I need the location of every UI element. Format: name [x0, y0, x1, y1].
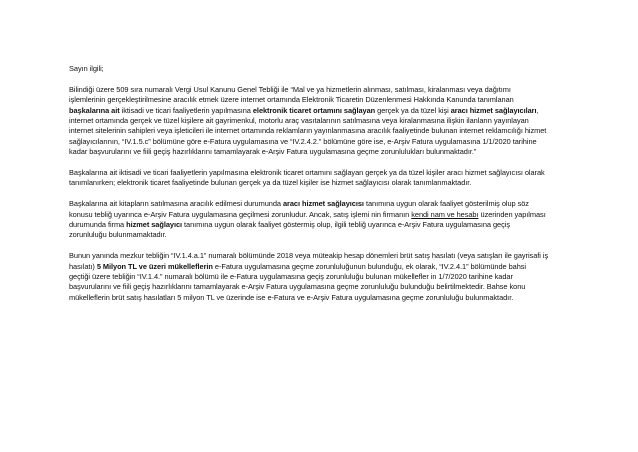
paragraph-3: Başkalarına ait kitapların satılmasına aracılık edilmesi durumunda aracı hizmet sağlayıcısı tanımına uygun olarak faaliyet gösterilmiş olup söz konusu tebliğ uyarınca e-Arşiv Fatura uygulamasına geçilmesi zorunludur. Ancak, satış işlemi nin firmanın kendi nam ve hesabı üzerinden yapılması durumunda firma hizmet sağlayıcı tanımına uygun olarak faaliyet göstermiş olup, ilgili tebliğ uyarınca e-Arşiv Fatura uygulamasına geçiş zorunluluğu bulunmamaktadır. — [69, 199, 546, 240]
emphasis-elektronik-ticaret: elektronik ticaret ortamını sağlayan — [252, 105, 376, 115]
paragraph-2: Başkalarına ait iktisadi ve ticari faaliyetlerin yapılmasına elektronik ticaret ortamını sağlayan gerçek ya da tüzel kişiler aracı hizmet sağlayıcısı olarak tanımlanırken; elektronik ticaret faaliyetinde bulunan gerçek ya da tüzel kişiler ise hizmet sağlayıcısı olarak tanımlanmaktadır. — [69, 168, 545, 188]
underline-kendi-nam: kendi nam ve hesabı — [411, 209, 479, 219]
emphasis-araci-hizmet-saglayicisi: aracı hizmet sağlayıcısı — [282, 199, 364, 209]
emphasis-hizmet-saglayici: hizmet sağlayıcı — [126, 220, 183, 230]
greeting: Sayın ilgili; — [69, 64, 104, 73]
emphasis-baskalarina-ait: başkalarına ait — [69, 105, 120, 115]
document-body — [69, 64, 549, 303]
emphasis-5-milyon: 5 Milyon TL ve üzeri mükelleflerin — [96, 261, 213, 271]
paragraph-1: Bilindiği üzere 509 sıra numaralı Vergi Usul Kanunu Genel Tebliği ile “Mal ve ya hizmetlerin alınması, satılması, kiralanması veya dağıtımı işlemlerinin gerçekleştirilmesine aracılık etmek üzere internet ortamında Elektronik Ticaretin Düzenlenmesi Hakkında Kanunda tanımlanan başkalarına ait iktisadi ve ticari faaliyetlerin yapılmasına elektronik ticaret ortamını sağlayan gerçek ya da tüzel kişi aracı hizmet sağlayıcıları, internet ortamında gerçek ve tüzel kişilere ait gayrimenkul, motorlu araç vasıtalarının satılmasına veya kiralanmasına ilişkin ilanların yayınlayan internet sitelerinin sahipleri veya işleticileri ile internet ortamında reklamların yayınlanmasına aracılık faaliyetinde bulunan internet reklamcılığı hizmet sağlayıcılarının, “IV.1.5.c” bölümüne göre e-Fatura uygulamasına ve “IV.2.4.2.” bölümüne göre ise, e-Arşiv Fatura uygulamasına 1/1/2020 tarihine kadar başvurularını ve fiili geçiş hazırlıklarını tamamlayarak e-Arşiv Fatura uygulamasına geçme zorunlulukları bulunmaktadır.” — [69, 84, 547, 157]
paragraph-4: Bunun yanında mezkur tebliğin “IV.1.4.a.1” numaralı bölümünde 2018 veya müteakip hesap dönemleri brüt satış hasılatı (veya satışları ile gayrisafi iş hasılatı) 5 Milyon TL ve üzeri mükelleflerin e-Fatura uygulamasına geçme zorunluluğunun bulunduğu, ek olarak, “IV.2.4.1” bölümünde bahsi geçtiği üzere tebliğin “IV.1.4.” numaralı bölümü ile e-Fatura uygulamasına geçiş zorunluluğu bulunan mükellefler in 1/7/2020 tarihine kadar başvurularını ve fiili geçiş hazırlıklarını tamamlayarak e-Arşiv Fatura uygulamasına geçme zorunluluğu bulunduğu belirtilmektedir. Bahse konu mükelleflerin brüt satış hasılatları 5 milyon TL ve üzerinde ise e-Fatura ve e-Arşiv Fatura uygulamasına geçme zorunluluğu bulunmaktadır. — [69, 251, 549, 302]
emphasis-araci-hizmet: aracı hizmet sağlayıcıları — [450, 105, 537, 115]
